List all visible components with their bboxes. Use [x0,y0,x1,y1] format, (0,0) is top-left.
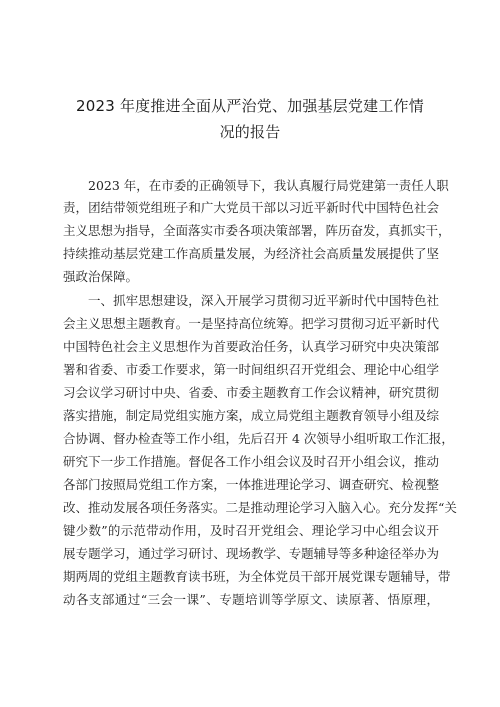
body-line-5: 强政治保障。 [63,269,139,284]
body-line-11: 落实措施，制定局党组实施方案，成立局党组主题教育领导小组及综 [63,408,439,423]
body-line-19: 动各支部通过“三会一课”、专题培训等学原文、读原著、悟原理， [63,592,439,607]
body-line-7: 会主义思想主题教育。一是坚持高位统筹。把学习贯彻习近平新时代 [63,316,439,331]
body-line-2: 责，团结带领党组班子和广大党员干部以习近平新时代中国特色社会 [63,200,439,215]
body-line-1: 2023 年，在市委的正确领导下，我认真履行局党建第一责任人职 [88,178,449,193]
body-line-9: 署和省委、市委工作要求，第一时间组织召开党组会、理论中心组学 [63,362,439,377]
body-line-13: 研究下一步工作措施。督促各工作小组会议及时召开小组会议，推动 [63,454,439,469]
body-line-4: 持续推动基层党建工作高质量发展，为经济社会高质量发展提供了坚 [63,246,439,261]
body-line-8: 中国特色社会主义思想作为首要政治任务，认真学习研究中央决策部 [63,339,439,354]
body-line-12: 合协调、督办检查等工作小组，先后召开 4 次领导小组听取工作汇报， [63,431,454,446]
body-line-16: 键少数”的示范带动作用，及时召开党组会、理论学习中心组会议开 [63,523,439,538]
document-title-line-1: 2023 年度推进全面从严治党、加强基层党建工作情 [76,97,424,115]
body-line-3: 主义思想为指导，全面落实市委各项决策部署，阵历奋发，真抓实干， [63,223,451,238]
body-line-10: 习会议学习研讨中央、省委、市委主题教育工作会议精神，研究贯彻 [63,385,439,400]
document-title-line-2: 况的报告 [219,123,281,141]
body-line-15: 改、推动发展各项任务落实。二是推动理论学习入脑入心。充分发挥“关 [63,500,457,515]
body-line-14: 各部门按照局党组工作方案，一体推进理论学习、调查研究、检视整 [63,477,439,492]
body-line-6: 一、抓牢思想建设，深入开展学习贯彻习近平新时代中国特色社 [88,293,439,308]
body-line-17: 展专题学习，通过学习研讨、现场教学、专题辅导等多种途径举办为 [63,546,439,561]
body-line-18: 期两周的党组主题教育读书班，为全体党员干部开展党课专题辅导，带 [63,569,451,584]
